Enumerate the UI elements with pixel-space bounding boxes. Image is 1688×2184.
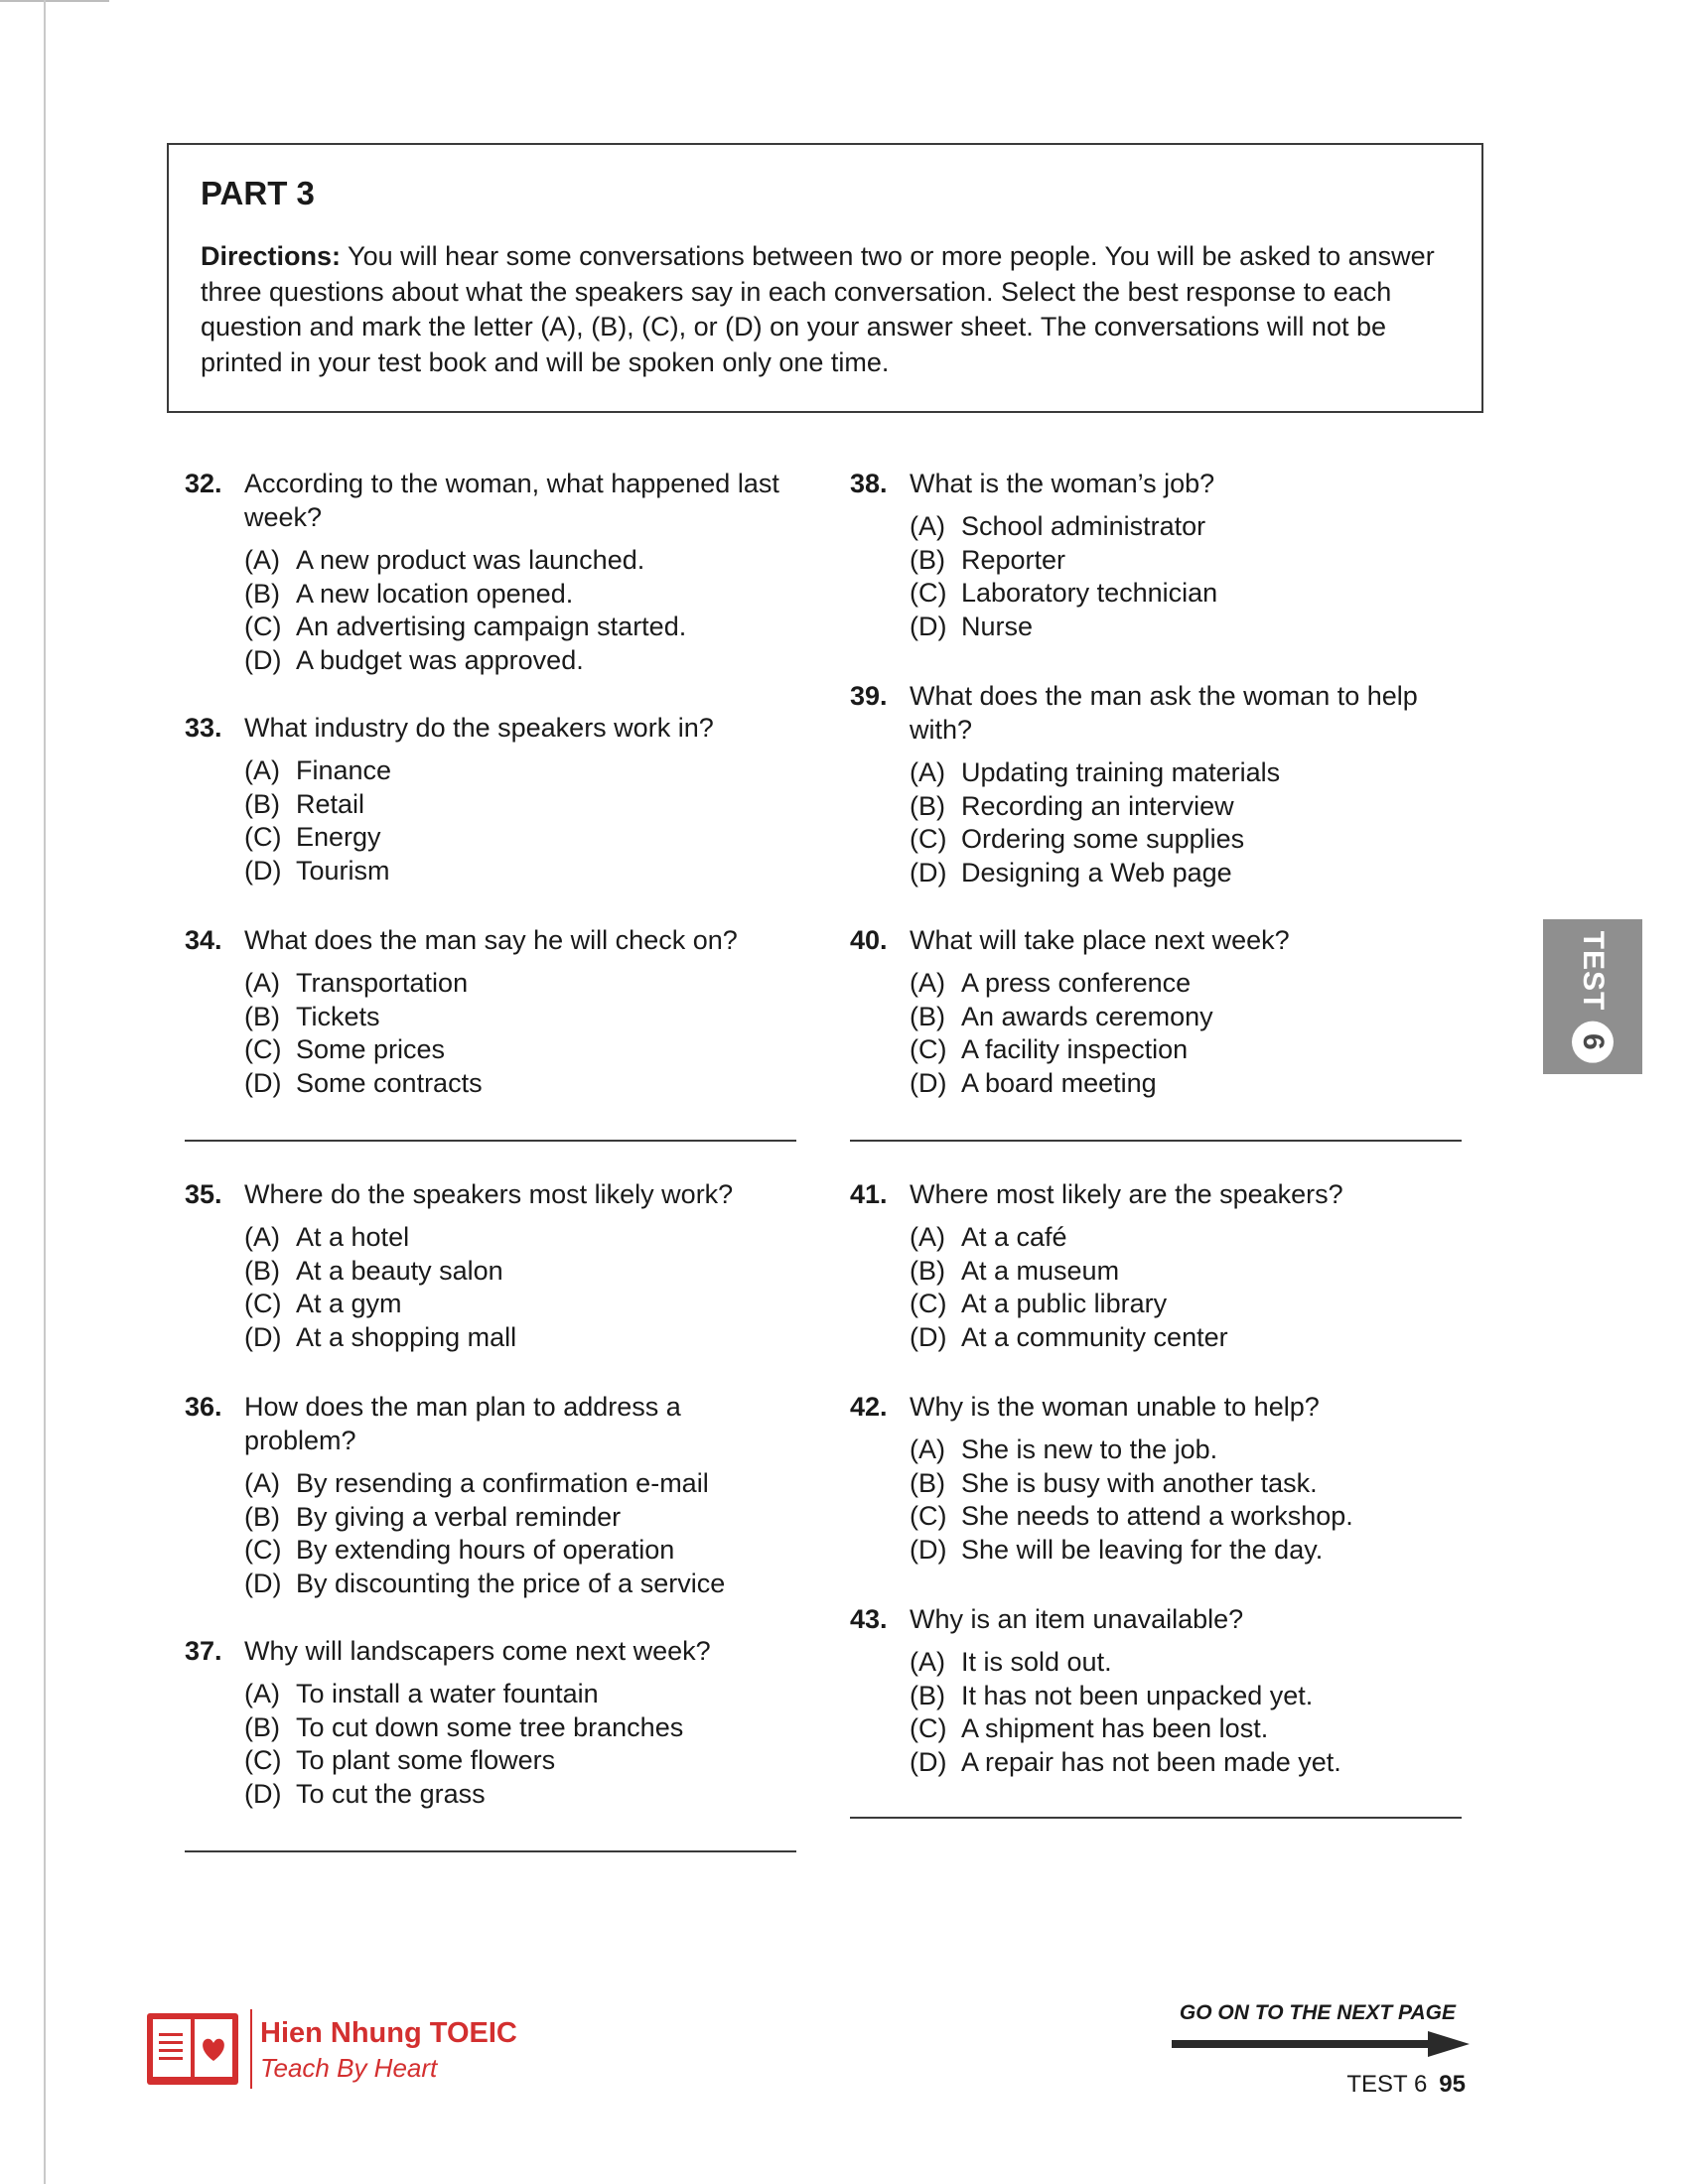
answer-option: (D) At a shopping mall <box>244 1321 517 1352</box>
question-stem: How does the man plan to address a problem? <box>244 1392 681 1455</box>
answer-option: (B) At a beauty salon <box>244 1255 503 1286</box>
answer-option: (D) Some contracts <box>244 1067 483 1098</box>
question-stem: What is the woman’s job? <box>910 469 1215 498</box>
question-stem: Why will landscapers come next week? <box>244 1636 711 1666</box>
answer-option: (B) At a museum <box>910 1255 1120 1286</box>
question-number: 32. <box>185 469 222 498</box>
answer-options <box>910 1433 1466 1567</box>
answer-option: (C) At a public library <box>910 1289 1168 1318</box>
answer-option: (B) She is busy with another task. <box>910 1467 1318 1498</box>
answer-option: (A) At a café <box>910 1222 1067 1252</box>
question-39 <box>850 679 1466 889</box>
question-number: 33. <box>185 713 222 743</box>
question-stem: What does the man say he will check on? <box>244 925 738 955</box>
section-divider <box>850 1817 1462 1819</box>
question-number: 37. <box>185 1636 222 1666</box>
page-edge-left <box>44 0 46 2184</box>
answer-option: (B) Tickets <box>244 1001 380 1031</box>
answer-option: (D) Designing a Web page <box>910 857 1232 887</box>
question-number: 34. <box>185 925 222 955</box>
answer-option: (B) A new location opened. <box>244 578 574 609</box>
answer-options <box>244 1678 800 1811</box>
answer-option: (B) It has not been unpacked yet. <box>910 1680 1314 1710</box>
question-33 <box>185 711 800 887</box>
publisher-logo <box>145 2007 562 2091</box>
question-35 <box>185 1177 800 1354</box>
answer-options <box>910 510 1466 643</box>
answer-option: (C) At a gym <box>244 1289 402 1318</box>
book-heart-icon <box>145 2011 240 2087</box>
question-number: 42. <box>850 1392 888 1422</box>
answer-option: (C) A facility inspection <box>910 1034 1189 1064</box>
question-42 <box>850 1390 1466 1567</box>
logo-tagline: Teach By Heart <box>260 2053 438 2083</box>
answer-option: (A) It is sold out. <box>910 1647 1112 1677</box>
question-37 <box>185 1634 800 1811</box>
answer-options <box>910 1646 1466 1779</box>
answer-option: (A) At a hotel <box>244 1222 410 1252</box>
question-stem: What will take place next week? <box>910 925 1290 955</box>
answer-option: (A) Updating training materials <box>910 757 1281 787</box>
answer-options <box>910 967 1466 1100</box>
question-stem: Why is the woman unable to help? <box>910 1392 1320 1422</box>
answer-option: (C) Some prices <box>244 1034 446 1064</box>
logo-brand-name: Hien Nhung TOEIC <box>260 2017 517 2049</box>
answer-option: (C) Energy <box>244 822 381 852</box>
right-question-column <box>850 0 1466 2184</box>
section-divider <box>185 1140 796 1142</box>
answer-option: (A) A new product was launched. <box>244 545 645 575</box>
question-number: 43. <box>850 1604 888 1634</box>
directions-text: You will hear some conversations between two or more people. You will be asked to answer three questions about what the speakers say in each conversation. Select the best response to each question and mark the letter (A), (B), (C), or (D) on your answer sheet. The conversations will not be printed in your test book and will be spoken only one time. <box>201 241 1435 377</box>
answer-option: (B) Retail <box>244 788 365 819</box>
question-34 <box>185 923 800 1100</box>
answer-option: (D) A repair has not been made yet. <box>910 1746 1341 1777</box>
answer-option: (A) Finance <box>244 755 392 785</box>
answer-options <box>244 544 800 677</box>
answer-options <box>244 1467 800 1600</box>
answer-option: (A) School administrator <box>910 511 1206 541</box>
arrow-right-icon <box>1172 2031 1470 2057</box>
answer-option: (D) Nurse <box>910 611 1034 641</box>
question-number: 39. <box>850 681 888 711</box>
next-page-indicator <box>1172 2001 1470 2061</box>
answer-option: (D) To cut the grass <box>244 1778 486 1809</box>
answer-option: (C) By extending hours of operation <box>244 1535 675 1565</box>
answer-options <box>244 967 800 1100</box>
question-stem: Why is an item unavailable? <box>910 1604 1244 1634</box>
left-question-column <box>185 0 800 2184</box>
answer-option: (A) She is new to the job. <box>910 1434 1218 1464</box>
question-number: 41. <box>850 1179 888 1209</box>
question-36 <box>185 1390 800 1600</box>
answer-option: (D) A budget was approved. <box>244 644 584 675</box>
answer-option: (A) To install a water fountain <box>244 1679 599 1708</box>
section-divider <box>185 1850 796 1852</box>
side-tab-number: 6 <box>1572 1021 1614 1062</box>
part-title: PART 3 <box>201 175 315 211</box>
question-stem: What industry do the speakers work in? <box>244 713 714 743</box>
answer-option: (A) A press conference <box>910 968 1192 998</box>
answer-option: (C) Ordering some supplies <box>910 824 1245 854</box>
answer-option: (D) She will be leaving for the day. <box>910 1534 1324 1565</box>
answer-options <box>244 754 800 887</box>
question-stem: According to the woman, what happened last week? <box>244 469 779 532</box>
question-41 <box>850 1177 1466 1354</box>
question-number: 35. <box>185 1179 222 1209</box>
answer-option: (D) Tourism <box>244 855 390 886</box>
answer-option: (B) Reporter <box>910 544 1066 575</box>
answer-option: (B) To cut down some tree branches <box>244 1711 684 1742</box>
page-footer <box>1346 2071 1466 2099</box>
question-stem: Where do the speakers most likely work? <box>244 1179 734 1209</box>
answer-option: (A) By resending a confirmation e-mail <box>244 1468 709 1498</box>
question-number: 36. <box>185 1392 222 1422</box>
logo-divider <box>250 2009 252 2089</box>
answer-options <box>910 756 1466 889</box>
answer-option: (C) To plant some flowers <box>244 1745 556 1775</box>
question-43 <box>850 1602 1466 1779</box>
question-number: 38. <box>850 469 888 498</box>
next-page-text: GO ON TO THE NEXT PAGE <box>1179 2001 1456 2024</box>
answer-option: (D) A board meeting <box>910 1067 1157 1098</box>
question-stem: What does the man ask the woman to help with? <box>910 681 1418 745</box>
answer-option: (D) At a community center <box>910 1321 1228 1352</box>
answer-option: (A) Transportation <box>244 968 469 998</box>
answer-option: (C) A shipment has been lost. <box>910 1713 1269 1743</box>
answer-option: (B) An awards ceremony <box>910 1001 1213 1031</box>
answer-option: (B) By giving a verbal reminder <box>244 1501 622 1532</box>
footer-test-label: TEST 6 <box>1346 2071 1428 2098</box>
directions-label: Directions: <box>201 241 342 271</box>
page-edge-top <box>0 0 109 2</box>
answer-option: (C) She needs to attend a workshop. <box>910 1501 1353 1531</box>
page-number: 95 <box>1439 2071 1466 2098</box>
question-38 <box>850 467 1466 643</box>
question-number: 40. <box>850 925 888 955</box>
answer-option: (B) Recording an interview <box>910 790 1234 821</box>
question-32 <box>185 467 800 677</box>
test-side-tab <box>1543 919 1642 1074</box>
section-divider <box>850 1140 1462 1142</box>
side-tab-label: TEST <box>1577 930 1610 1012</box>
answer-option: (C) Laboratory technician <box>910 578 1218 608</box>
question-40 <box>850 923 1466 1100</box>
answer-option: (C) An advertising campaign started. <box>244 612 687 641</box>
answer-options <box>244 1221 800 1354</box>
question-stem: Where most likely are the speakers? <box>910 1179 1343 1209</box>
answer-option: (D) By discounting the price of a service <box>244 1568 726 1598</box>
answer-options <box>910 1221 1466 1354</box>
